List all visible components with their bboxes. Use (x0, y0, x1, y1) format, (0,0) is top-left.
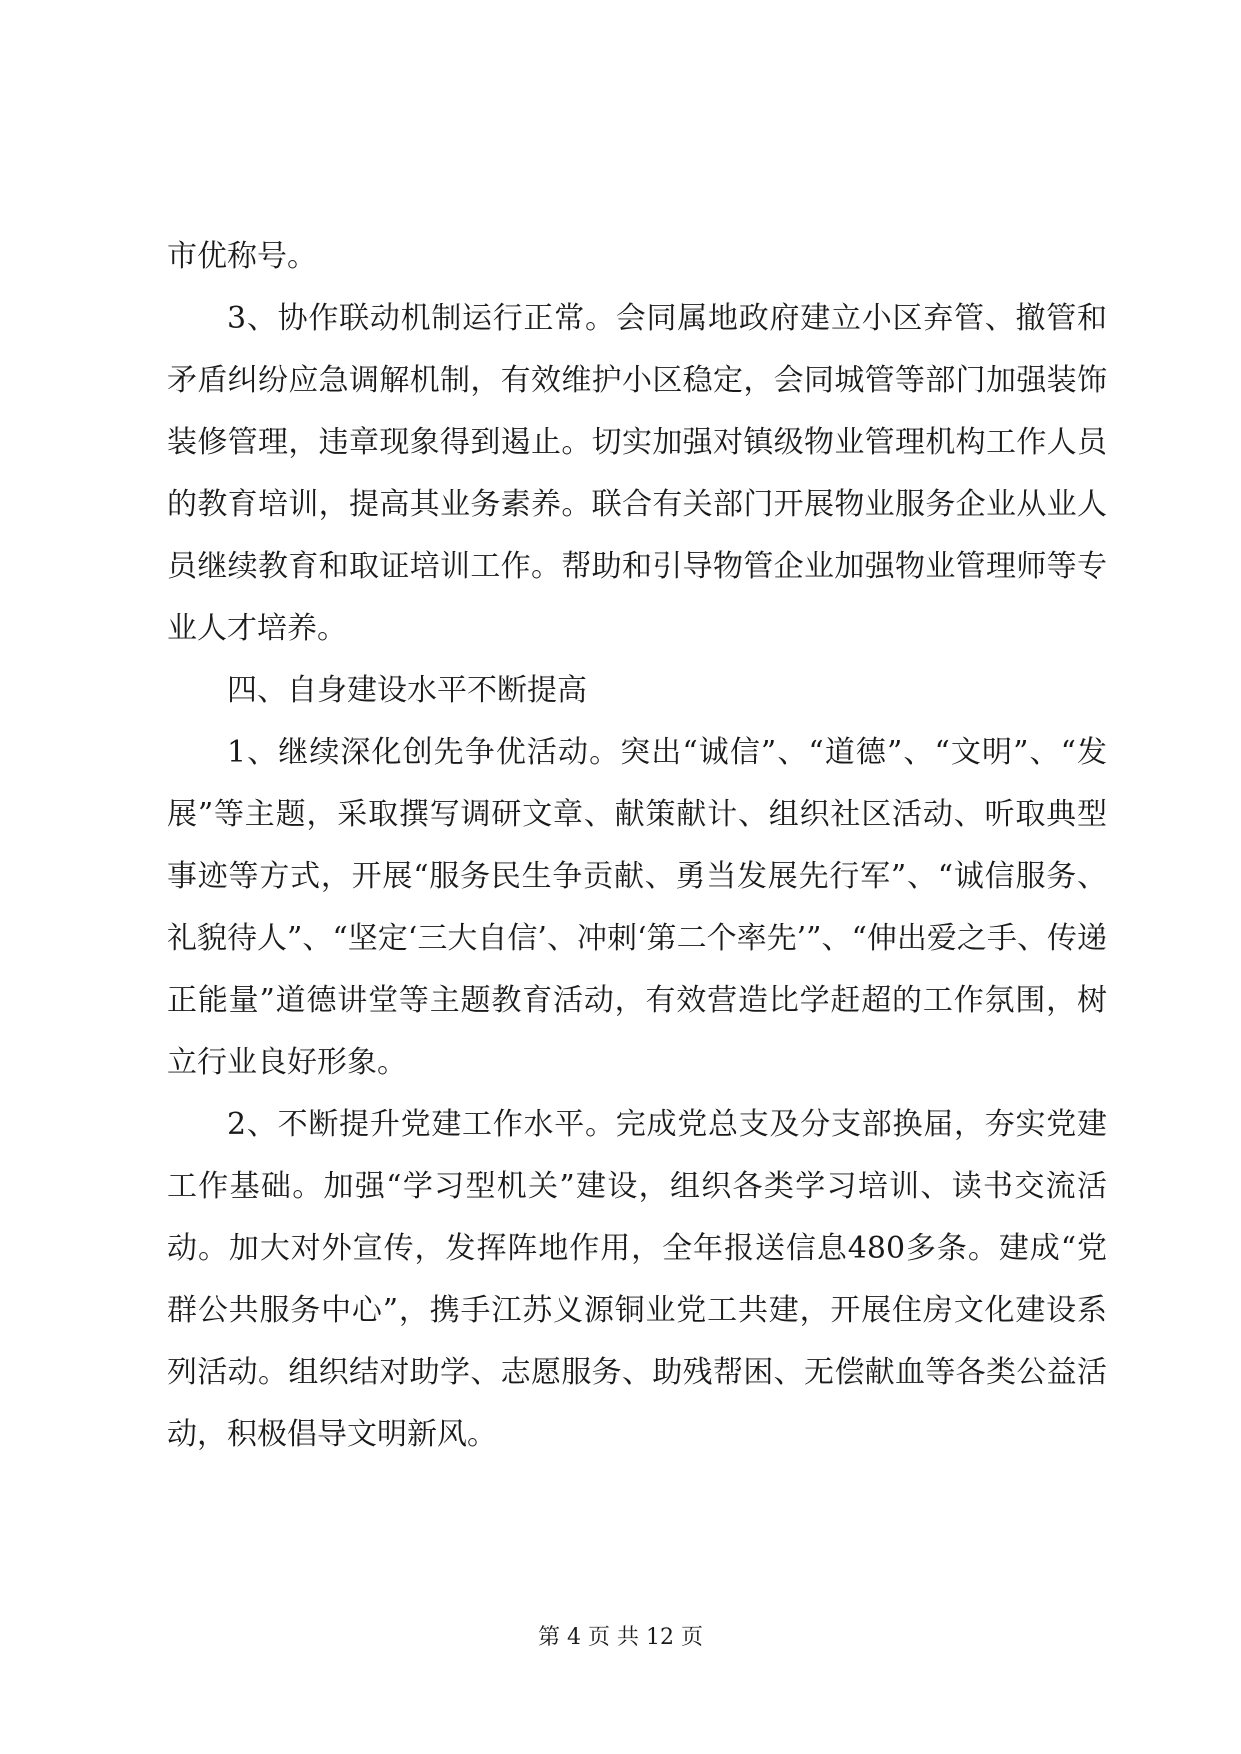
section-heading: 四、自身建设水平不断提高 (227, 673, 587, 708)
page-footer: 第 4 页 共 12 页 (538, 1625, 703, 1650)
document-body (167, 226, 1107, 1466)
paragraph-item-3: 3、协作联动机制运行正常。会同属地政府建立小区弃管、撤管和矛盾纠纷应急调解机制，有效维护小区稳定，会同城管等部门加强装饰装修管理，违章现象得到遏止。切实加强对镇级物业管理机构工作人员的教育培训，提高其业务素养。联合有关部门开展物业服务企业从业人员继续教育和取证培训工作。帮助和引导物管企业加强物业管理师等专业人才培养。 (167, 301, 1107, 646)
paragraph-continuation: 市优称号。 (167, 239, 317, 274)
paragraph-item-2: 2、不断提升党建工作水平。完成党总支及分支部换届，夯实党建工作基础。加强“学习型机关”建设，组织各类学习培训、读书交流活动。加大对外宣传，发挥阵地作用，全年报送信息480多条。建成“党群公共服务中心”，携手江苏义源铜业党工共建，开展住房文化建设系列活动。组织结对助学、志愿服务、助残帮困、无偿献血等各类公益活动，积极倡导文明新风。 (167, 1107, 1107, 1452)
paragraph-item-1: 1、继续深化创先争优活动。突出“诚信”、“道德”、“文明”、“发展”等主题，采取撰写调研文章、献策献计、组织社区活动、听取典型事迹等方式，开展“服务民生争贡献、勇当发展先行军”、“诚信服务、礼貌待人”、“坚定‘三大自信’、冲刺‘第二个率先’”、“伸出爱之手、传递正能量”道德讲堂等主题教育活动，有效营造比学赶超的工作氛围，树立行业良好形象。 (167, 735, 1107, 1080)
